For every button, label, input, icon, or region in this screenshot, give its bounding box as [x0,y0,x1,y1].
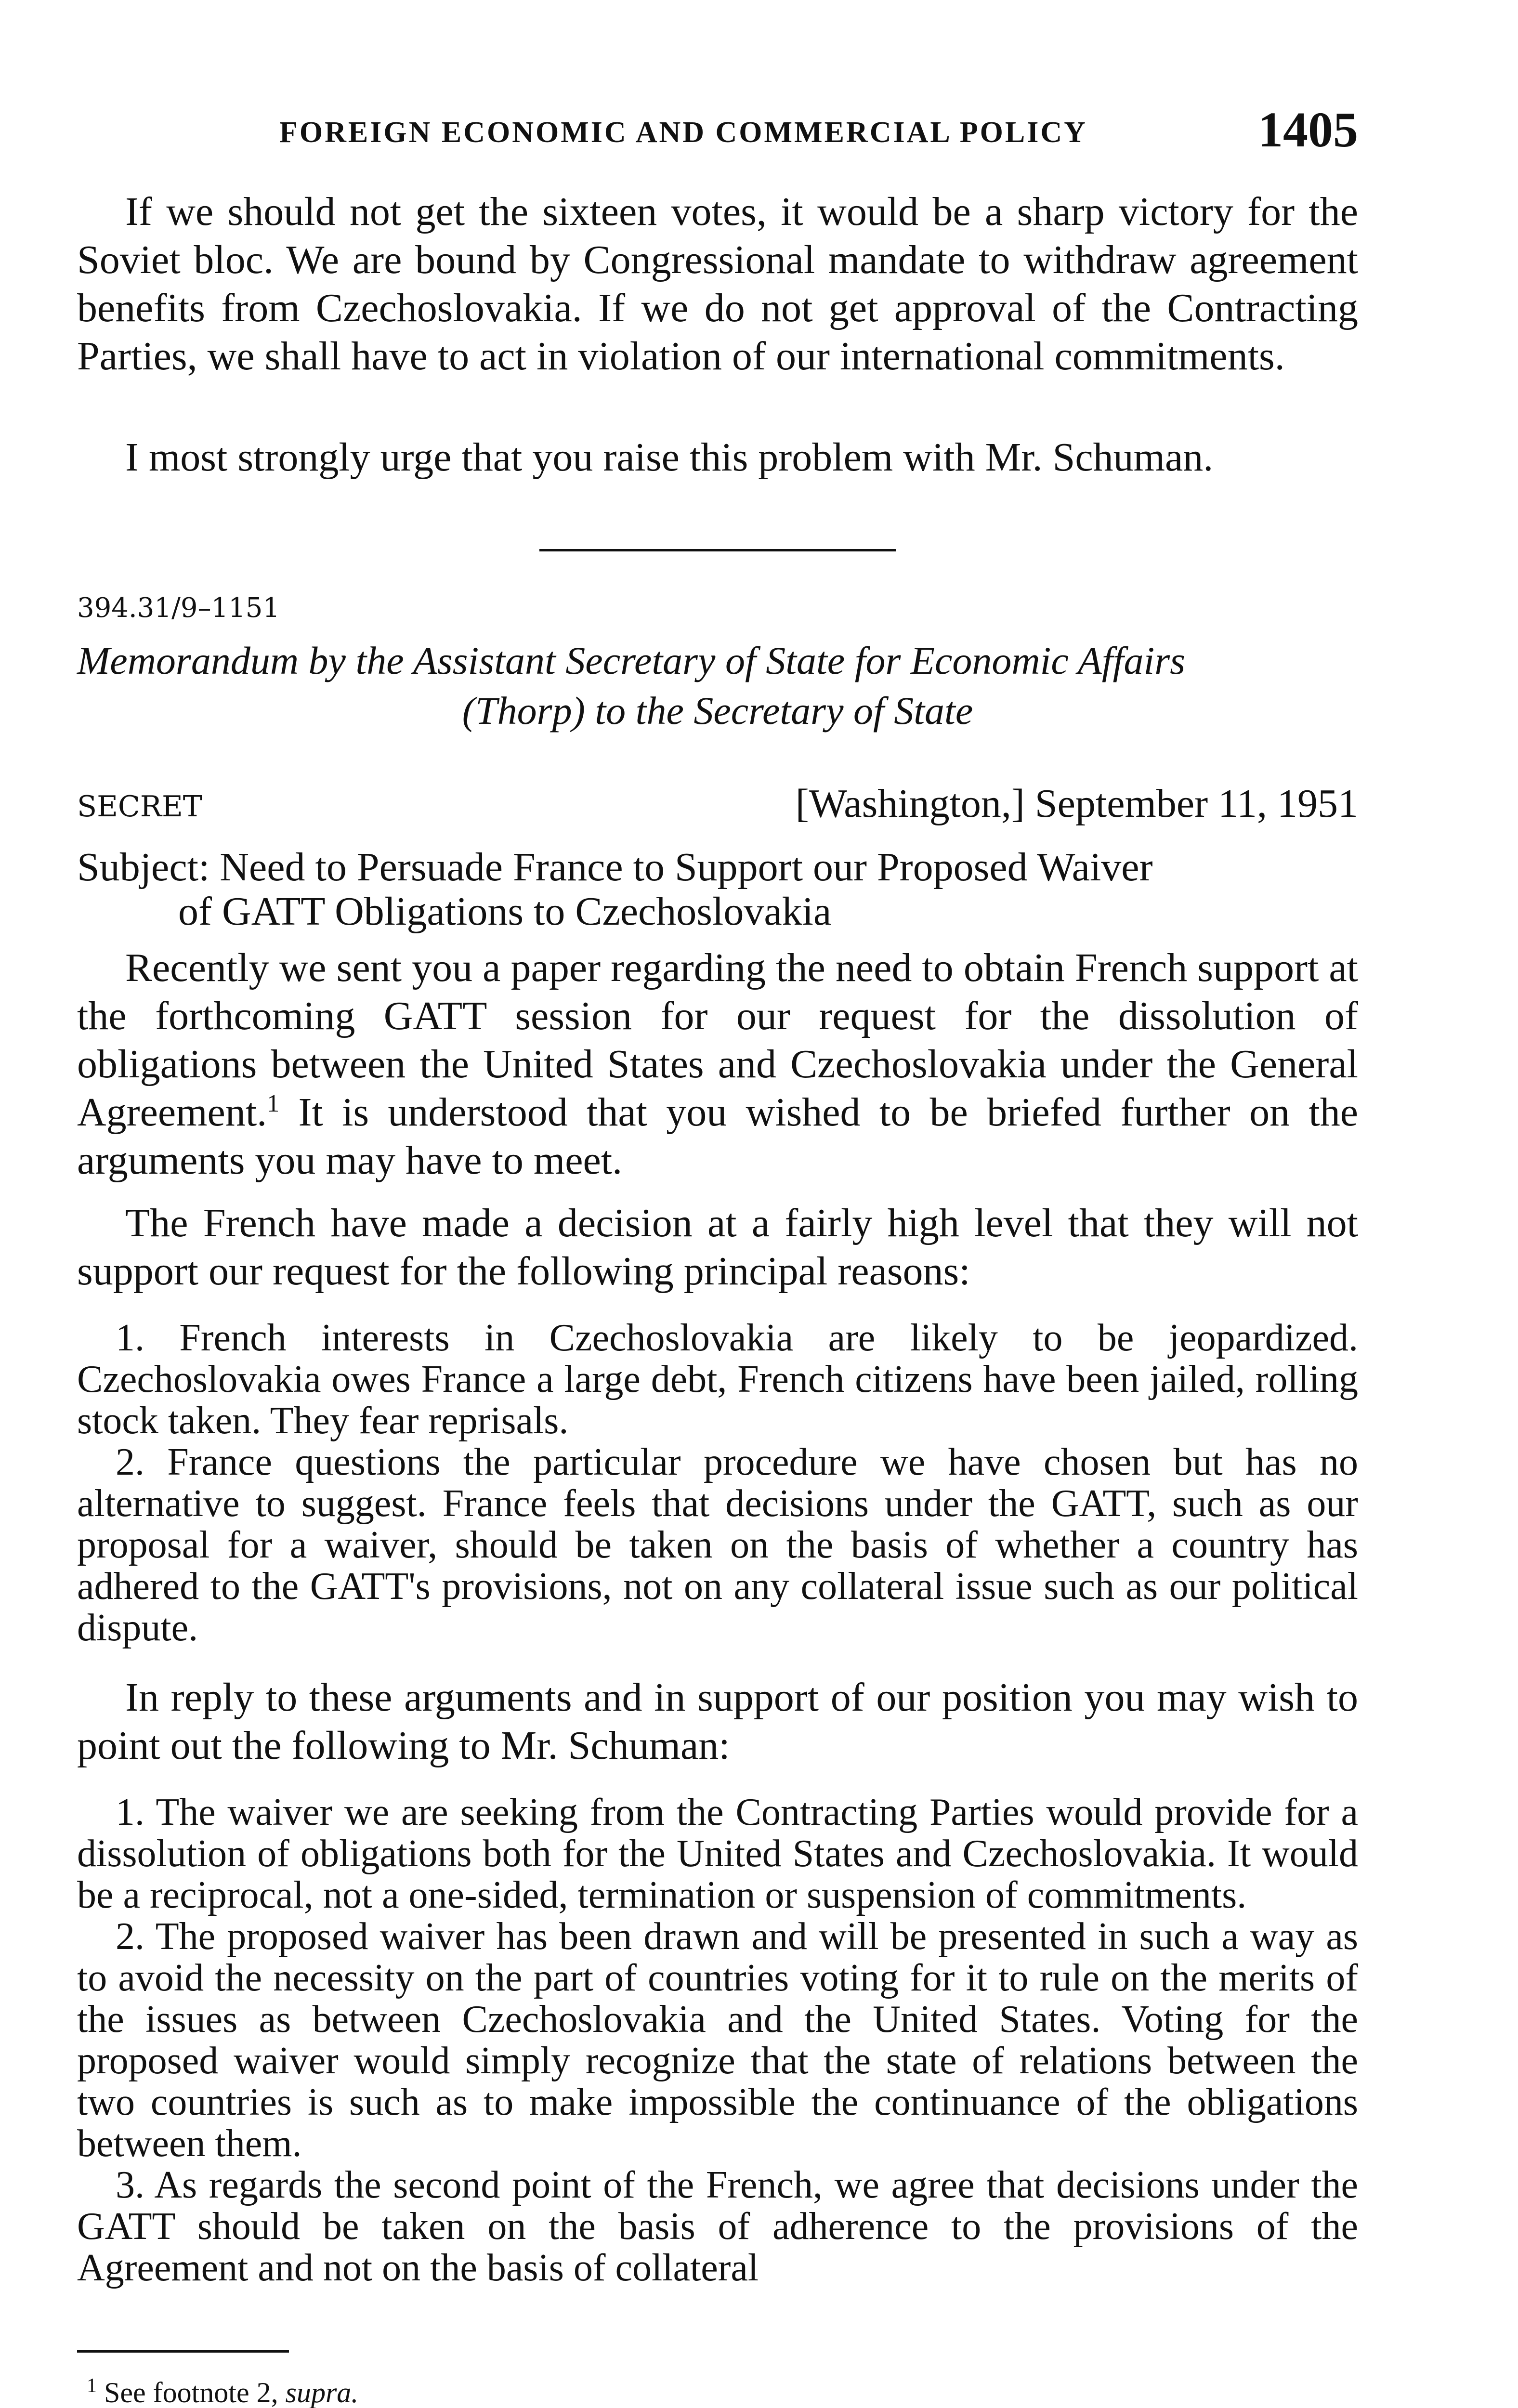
running-head: FOREIGN ECONOMIC AND COMMERCIAL POLICY [279,116,1087,149]
classification-label: SECRET [77,790,202,824]
opening-paragraph-1: If we should not get the sixteen votes, it would be a sharp victory for the Soviet bloc. We are bound by Congressional mandate to withdraw agreement benefits from Czechoslovakia. If we do not get approval of the Contracting Parties, we shall have to act in violation of our international commitments. [77,189,1358,379]
footnote-supra: supra. [285,2377,359,2408]
page-header [279,101,1358,159]
file-reference: 394.31/9–1151 [77,592,280,624]
subject-label: Subject: [77,845,210,890]
list-item: 2. France questions the particular procedure we have chosen but has no alternative to suggest. France feels that decisions under the GATT, such as our proposal for a waiver, should be taken on the basis of whether a country has adhered to the GATT's provisions, not on any collateral issue such as our political dispute. [77,1441,1358,1649]
opening-paragraph-2: I most strongly urge that you raise this problem with Mr. Schuman. [125,435,1214,480]
body-paragraph-4: The French have made a decision at a fairly high level that they will not support our request for the following principal reasons: [77,1201,1358,1294]
footnote-marker: 1 [87,2375,97,2397]
list-item: 1. The waiver we are seeking from the Contracting Parties would provide for a dissolution of obligations both for the United States and Czechoslovakia. It would be a reciprocal, not a one-sided, termination or suspension of commitments. [77,1791,1358,1916]
document-title-line-1: Memorandum by the Assistant Secretary of State for Economic Affairs [77,639,1186,682]
body-paragraph-3-part-a: Recently we sent you a paper regarding the need to obtain French support at the forthcoming GATT session for our request for the dissolution of obligations between the United States and Czechoslovakia under the General Agreement. [77,945,1358,1135]
reply-points-list [77,1792,1358,2289]
list-item: 3. As regards the second point of the French, we agree that decisions under the GATT should be taken on the basis of adherence to the provisions of the Agreement and not on the basis of collateral [77,2164,1358,2289]
document-title-line-2: (Thorp) to the Secretary of State [462,689,973,733]
subject-line [77,845,1358,934]
subject-text-1: Need to Persuade France to Support our Proposed Waiver [220,845,1153,890]
footnote-divider [77,2350,289,2353]
dateline: [Washington,] September 11, 1951 [795,781,1358,826]
body-paragraph-3-part-b: It is understood that you wished to be briefed further on the arguments you may have to meet. [77,1090,1358,1183]
footnote-reference: 1 [267,1090,280,1117]
list-item: 2. The proposed waiver has been drawn and will be presented in such a way as to avoid the necessity on the part of countries voting for it to rule on the merits of the issues as between Czechoslovakia and the United States. Voting for the proposed waiver would simply recognize that the state of relations between the two countries is such as to make impossible the continuance of the obligations between them. [77,1915,1358,2165]
french-reasons-list [77,1317,1358,1649]
footnote-text: See footnote 2, [104,2377,278,2408]
footnote [87,2374,358,2408]
body-paragraph-3 [77,944,1358,1185]
document-title [77,636,1358,736]
list-item: 1. French interests in Czechoslovakia are likely to be jeopardized. Czechoslovakia owes France a large debt, French citizens have been jailed, rolling stock taken. They fear reprisals. [77,1317,1358,1442]
section-divider [539,549,896,551]
subject-text-2: of GATT Obligations to Czechoslovakia [178,889,832,934]
body-paragraph-5: In reply to these arguments and in support of our position you may wish to point out the following to Mr. Schuman: [77,1675,1358,1768]
page-number: 1405 [1258,102,1358,157]
